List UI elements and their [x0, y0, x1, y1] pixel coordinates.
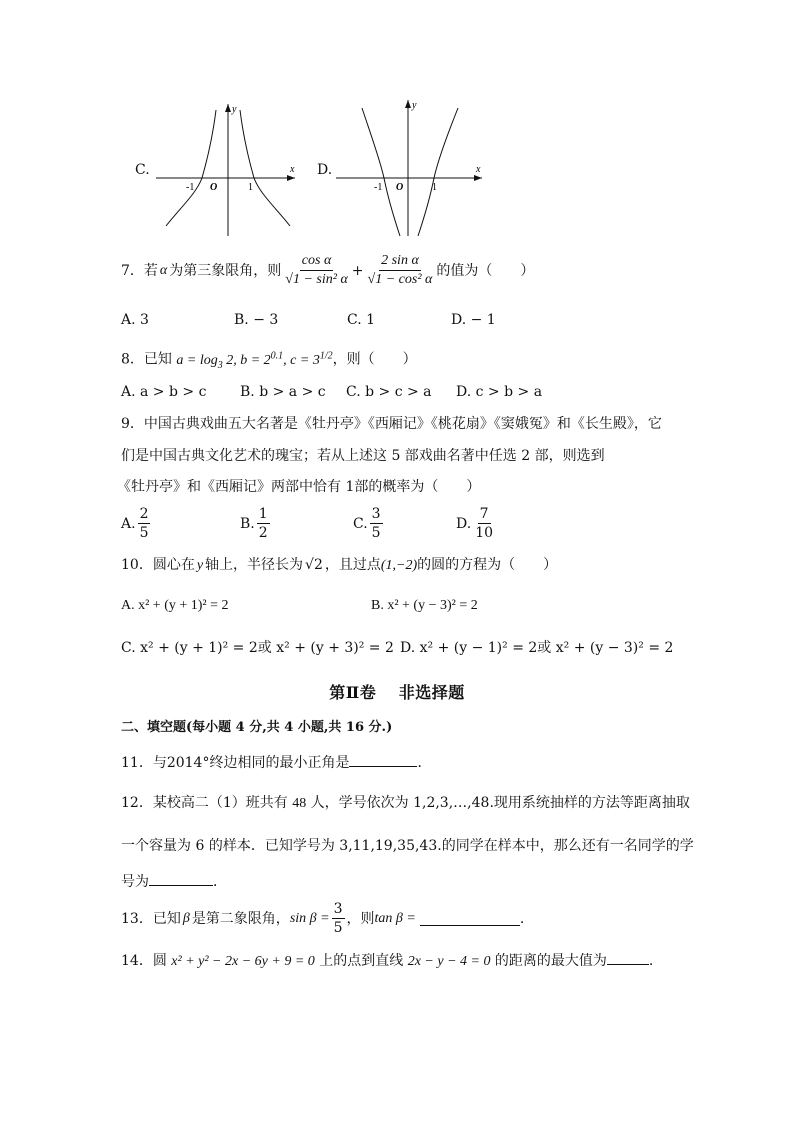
q13-text-end: .: [519, 910, 525, 927]
q10-option-d: [400, 638, 673, 658]
q8-expr-a: a = log: [176, 352, 218, 368]
q7-number: 7．: [121, 262, 144, 279]
graph-c-label: C.: [135, 162, 150, 178]
q9-option-d-fraction: [473, 505, 495, 542]
q8-expr-b-sup: 0.1: [270, 350, 284, 361]
q8-expr-a2: 2, b = 2: [222, 352, 271, 368]
q11-text-a: 与: [152, 755, 167, 771]
q9-c-den: 5: [371, 525, 381, 541]
q7-text-c: 的值为（ ）: [436, 262, 535, 279]
q9-option-a-fraction: [138, 505, 151, 542]
q10-option-c-or: 或: [257, 640, 272, 656]
q12-count: 48: [292, 796, 307, 811]
graph-d-y-label: y: [412, 100, 417, 111]
q8-expression: [176, 350, 333, 371]
graph-d: [330, 98, 490, 240]
q10-option-c: [121, 638, 394, 658]
question-14: [121, 950, 653, 972]
q8-expr-c-sup: 1/2: [319, 350, 333, 361]
q9-b-num: 1: [258, 506, 268, 522]
q7-option-c: C. 1: [347, 312, 376, 328]
q12-line1-b: 人，学号依次为: [306, 795, 414, 811]
q9-c-num: 3: [371, 506, 381, 522]
graph-d-origin: O: [396, 182, 404, 193]
graph-c-right-branch: [240, 110, 290, 226]
graph-d-tick-neg1: -1: [374, 182, 383, 193]
q13-tan-label: tan β =: [374, 910, 416, 926]
graph-c-tick-neg1: -1: [186, 182, 195, 193]
graph-c: [150, 98, 300, 240]
graph-d-label: D.: [317, 162, 333, 178]
q13-text-a: 已知: [152, 910, 181, 927]
q12-known: 3,11,19,35,43: [339, 838, 438, 854]
graph-c-tick-1: 1: [248, 182, 253, 193]
q12-line-1: [121, 793, 690, 814]
q9-number: 9．: [121, 416, 144, 432]
q11-number: 11．: [121, 755, 153, 771]
q9-option-c: [353, 505, 385, 542]
q10-text-c: ，且过点: [324, 557, 381, 573]
q8-option-a: A. a > b > c: [121, 384, 207, 400]
q10-var-y: y: [196, 558, 204, 573]
q8-number: 8．: [121, 351, 144, 368]
q9-line-3: 《牡丹亭》和《西厢记》两部中恰有 1部的概率为（ ）: [117, 479, 481, 495]
q7-fraction-1: [283, 252, 350, 289]
q8-option-c: C. b > c > a: [346, 384, 432, 400]
q8-option-d: D. c > b > a: [456, 384, 543, 400]
graph-d-y-arrow: [405, 100, 411, 108]
q7-option-d: D. − 1: [451, 312, 496, 328]
q13-frac-num: 3: [333, 901, 343, 917]
graph-c-left-branch: [166, 110, 216, 226]
q10-option-d-or: 或: [537, 640, 552, 656]
question-11: [121, 752, 431, 773]
fill-in-section-heading: 二、填空题(每小题 4 分,共 4 小题,共 16 分.): [121, 720, 393, 735]
q7-option-a: A. 3: [121, 312, 149, 328]
q9-option-b-fraction: [257, 505, 270, 542]
q14-text-a: 圆: [152, 953, 172, 969]
q10-text-a: 圆心在: [152, 557, 195, 573]
q7-frac2-den: √1 − cos² α: [367, 272, 433, 287]
q14-circle: x² + y² − 2x − 6y + 9 = 0: [171, 954, 315, 969]
q12-line3-a: 号为: [121, 874, 149, 890]
q7-text-a: 若: [143, 262, 158, 279]
q14-text-b: 上的点到直线: [314, 953, 408, 969]
q10-option-b: B. x² + (y − 3)² = 2: [371, 598, 478, 613]
q12-answer-blank[interactable]: [149, 871, 213, 886]
question-13: [121, 900, 524, 937]
q13-fraction: [332, 900, 345, 937]
q12-line-2: [121, 836, 694, 856]
q13-text-c: ，则: [346, 910, 375, 927]
q7-frac2-num: 2 sin α: [379, 252, 421, 271]
q10-point: (1,−2): [380, 558, 418, 573]
q10-option-c-part1: C. x² + (y + 1)² = 2: [121, 640, 258, 656]
q11-angle: 2014°: [166, 755, 210, 771]
graph-d-right-branch: [418, 108, 458, 236]
q7-fraction-2: [366, 252, 435, 289]
q7-plus: +: [351, 262, 364, 279]
q13-number: 13．: [121, 910, 153, 927]
q13-beta: β: [182, 910, 190, 926]
q9-d-den: 10: [475, 525, 494, 541]
q12-line2-b: 的样本．已知学号为: [204, 838, 340, 854]
q9-line1-text: 中国古典戏曲五大名著是《牡丹亭》《西厢记》《桃花扇》《窦娥冤》和《长生殿》，它: [143, 416, 662, 432]
q11-text-b: 终边相同的最小正角是: [209, 755, 350, 771]
q12-line2-a: 一个容量为: [121, 838, 196, 854]
q9-option-b-label: B.: [240, 515, 255, 532]
question-8: [121, 346, 417, 375]
graph-d-tick-1: 1: [432, 182, 437, 193]
graph-c-y-arrow: [225, 104, 231, 112]
q12-number: 12．: [121, 795, 153, 811]
q9-b-den: 2: [258, 525, 268, 541]
graph-d-x-label: x: [476, 164, 481, 175]
q13-answer-blank[interactable]: [420, 911, 520, 926]
graph-d-x-arrow: [474, 175, 482, 181]
q14-answer-blank[interactable]: [607, 950, 649, 965]
q7-alpha: α: [159, 262, 168, 278]
q9-option-a-label: A.: [121, 515, 136, 532]
q10-option-d-part1: D. x² + (y − 1)² = 2: [400, 640, 538, 656]
graph-c-x-label: x: [290, 164, 295, 175]
q9-option-b: [240, 505, 272, 542]
graph-c-origin: O: [210, 182, 218, 193]
q7-frac1-den: √1 − sin² α: [285, 272, 348, 287]
q10-text-d: 的圆的方程为（ ）: [417, 557, 558, 573]
q12-line1-c: .现用系统抽样的方法等距离抽取: [489, 795, 690, 811]
q10-number: 10．: [121, 557, 153, 573]
q10-option-c-part2: x² + (y + 3)² = 2: [271, 640, 394, 656]
q9-line-1: [121, 414, 662, 434]
q9-option-d: [456, 505, 497, 542]
q9-option-a: [121, 505, 152, 542]
q11-answer-blank[interactable]: [349, 752, 417, 767]
q13-sin-label: sin β =: [289, 910, 330, 926]
q14-text-end: .: [648, 953, 654, 969]
q8-expr-a-sub: 3: [217, 359, 223, 371]
q11-text-end: ．: [417, 755, 432, 771]
q10-option-d-part2: x² + (y − 3)² = 2: [551, 640, 674, 656]
q13-frac-den: 5: [333, 920, 343, 936]
q10-radius: √2: [305, 557, 323, 573]
graph-options: [130, 98, 490, 243]
q14-number: 14．: [121, 953, 153, 969]
q9-a-den: 5: [139, 525, 149, 541]
q9-line-2: 们是中国古典文化艺术的瑰宝；若从上述这 5 部戏曲名著中任选 2 部，则选到: [121, 448, 605, 464]
q12-seq: 1,2,3,…,48: [413, 795, 490, 811]
q7-text-b: 为第三象限角，则: [169, 262, 282, 279]
q9-option-c-label: C.: [353, 515, 368, 532]
graph-c-x-arrow: [287, 175, 295, 181]
q8-text-b: ，则（ ）: [332, 351, 417, 368]
question-10: [121, 555, 557, 576]
q7-option-b: B. − 3: [234, 312, 279, 328]
q8-expr-c: , c = 3: [283, 352, 320, 368]
q8-text-a: 已知: [143, 351, 172, 368]
q9-a-num: 2: [139, 506, 149, 522]
q9-d-num: 7: [479, 506, 489, 522]
q7-frac1-num: cos α: [300, 252, 334, 271]
q12-line1-a: 某校高二（1）班共有: [152, 795, 293, 811]
part-2-title: 第Ⅱ卷 非选择题: [329, 683, 465, 702]
q12-size: 6: [195, 838, 205, 854]
q10-option-a: A. x² + (y + 1)² = 2: [121, 598, 229, 613]
question-7: [121, 252, 534, 289]
q13-text-b: 是第二象限角，: [191, 910, 290, 927]
graph-d-left-branch: [362, 108, 400, 236]
q12-line-3: [121, 871, 227, 892]
q14-text-c: 的距离的最大值为: [490, 953, 607, 969]
q9-option-d-label: D.: [456, 515, 472, 532]
q10-text-b: 轴上，半径长为: [205, 557, 304, 573]
q12-line2-c: .的同学在样本中，那么还有一名同学的学: [437, 838, 694, 854]
graph-c-y-label: y: [232, 104, 237, 115]
q14-line: 2x − y − 4 = 0: [407, 954, 491, 969]
q8-option-b: B. b > a > c: [240, 384, 326, 400]
q9-option-c-fraction: [370, 505, 383, 542]
q12-line3-end: ．: [213, 874, 227, 890]
